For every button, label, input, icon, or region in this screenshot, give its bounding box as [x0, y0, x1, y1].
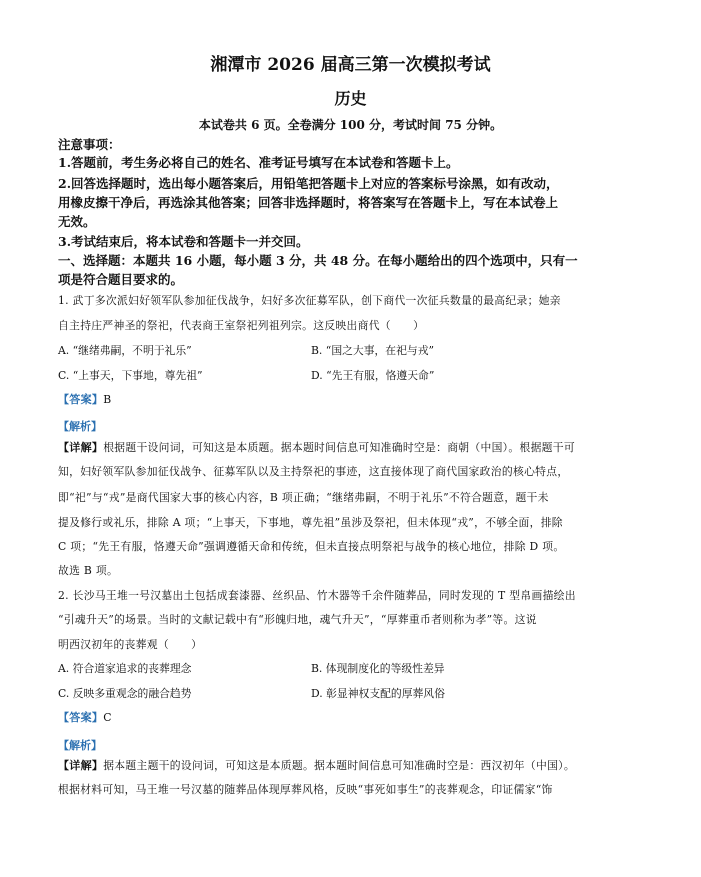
q2-option-c: C. 反映多重观念的融合趋势 [58, 687, 192, 700]
notes-line: 用橡皮擦干净后，再选涂其他答案；回答非选择题时，将答案写在答题卡上，写在本试卷上 [58, 195, 559, 210]
q2-analysis [58, 734, 102, 753]
section-heading: 一、选择题：本题共 16 小题，每小题 3 分，共 48 分。在每小题给出的四个选项中，只有一 [58, 253, 578, 268]
q1-detail-line: 知，妇好领军队参加征伐战争、征募军队以及主持祭祀的事迹，这直接体现了商代国家政治的核心特点， [58, 465, 569, 478]
q1-analysis [58, 415, 102, 434]
q2-detail [58, 757, 575, 773]
q1-detail-line: 提及修行或礼乐，排除 A 项；“上事天，下事地，尊先祖”虽涉及祭祀，但未体现“戎”，不够全面，排除 [58, 516, 563, 529]
q2-option-d: D. 彰显神权支配的厚葬风俗 [311, 687, 445, 700]
notes-line: 3.考试结束后，将本试卷和答题卡一并交回。 [58, 234, 309, 249]
q2-answer [58, 709, 112, 725]
q1-detail-line: 即“祀”与“戎”是商代国家大事的核心内容，B 项正确；“继绪弗嗣，不明于礼乐”不符合题意，题干未 [58, 491, 549, 504]
q1-detail-line: C 项；“先王有服，恪遵天命”强调遵循天命和传统，但未直接点明祭祀与战争的核心地位，排除 D 项。 [58, 540, 565, 553]
subject-title: 历史 [334, 89, 367, 108]
q1-stem: 1. 武丁多次派妇好领军队参加征伐战争，妇好多次征募军队，创下商代一次征兵数量的最高纪录；她亲 [58, 294, 561, 307]
q1-option-d: D. “先王有服，恪遵天命” [311, 369, 435, 382]
notes-heading: 注意事项： [58, 137, 121, 152]
q2-stem: 明西汉初年的丧葬观（ ） [58, 638, 203, 651]
q2-stem: 2. 长沙马王堆一号汉墓出土包括成套漆器、丝织品、竹木器等千余件随葬品，同时发现的 T 型帛画描绘出 [58, 589, 576, 602]
q1-stem: 自主持庄严神圣的祭祀，代表商王室祭祀列祖列宗。这反映出商代（ ） [58, 319, 425, 332]
q1-detail-text: 根据题干设问词，可知这是本质题。据本题时间信息可知准确时空是：商朝（中国）。根据题干可 [103, 441, 575, 454]
q1-detail [58, 439, 575, 455]
answer-tag: 【答案】 [58, 711, 104, 724]
q1-option-b: B. “国之大事，在祀与戎” [311, 344, 435, 357]
q2-answer-value: C [103, 711, 112, 724]
q2-detail-text: 据本题主题干的设问词，可知这是本质题。据本题时间信息可知准确时空是：西汉初年（中国）。 [103, 759, 575, 772]
section-heading-cont: 项是符合题目要求的。 [58, 272, 184, 287]
q2-option-b: B. 体现制度化的等级性差异 [311, 662, 445, 675]
exam-title: 湘潭市 2026 届高三第一次模拟考试 [210, 55, 491, 75]
q2-option-a: A. 符合道家追求的丧葬理念 [58, 662, 192, 675]
q1-option-c: C. “上事天，下事地，尊先祖” [58, 369, 203, 382]
notes-line: 1.答题前，考生务必将自己的姓名、准考证号填写在本试卷和答题卡上。 [58, 155, 459, 170]
analysis-tag: 【解析】 [58, 739, 102, 752]
q2-detail-line: 根据材料可知，马王堆一号汉墓的随葬品体现厚葬风格，反映“事死如事生”的丧葬观念，印证儒家“饰 [58, 783, 553, 796]
detail-tag: 【详解】 [58, 441, 104, 454]
q1-answer [58, 391, 111, 407]
q2-stem: “引魂升天”的场景。当时的文献记载中有“形魄归地，魂气升天”，“厚葬重币者则称为孝”等。这说 [58, 613, 537, 626]
detail-tag: 【详解】 [58, 759, 104, 772]
q1-answer-value: B [103, 393, 112, 406]
analysis-tag: 【解析】 [58, 420, 102, 433]
notes-line: 2.回答选择题时，选出每小题答案后，用铅笔把答题卡上对应的答案标号涂黑，如有改动， [58, 176, 559, 191]
answer-tag: 【答案】 [58, 393, 104, 406]
exam-info: 本试卷共 6 页。全卷满分 100 分，考试时间 75 分钟。 [198, 118, 503, 132]
q1-detail-line: 故选 B 项。 [58, 564, 119, 577]
notes-line: 无效。 [58, 214, 96, 229]
q1-option-a: A. “继绪弗嗣，不明于礼乐” [58, 344, 192, 357]
